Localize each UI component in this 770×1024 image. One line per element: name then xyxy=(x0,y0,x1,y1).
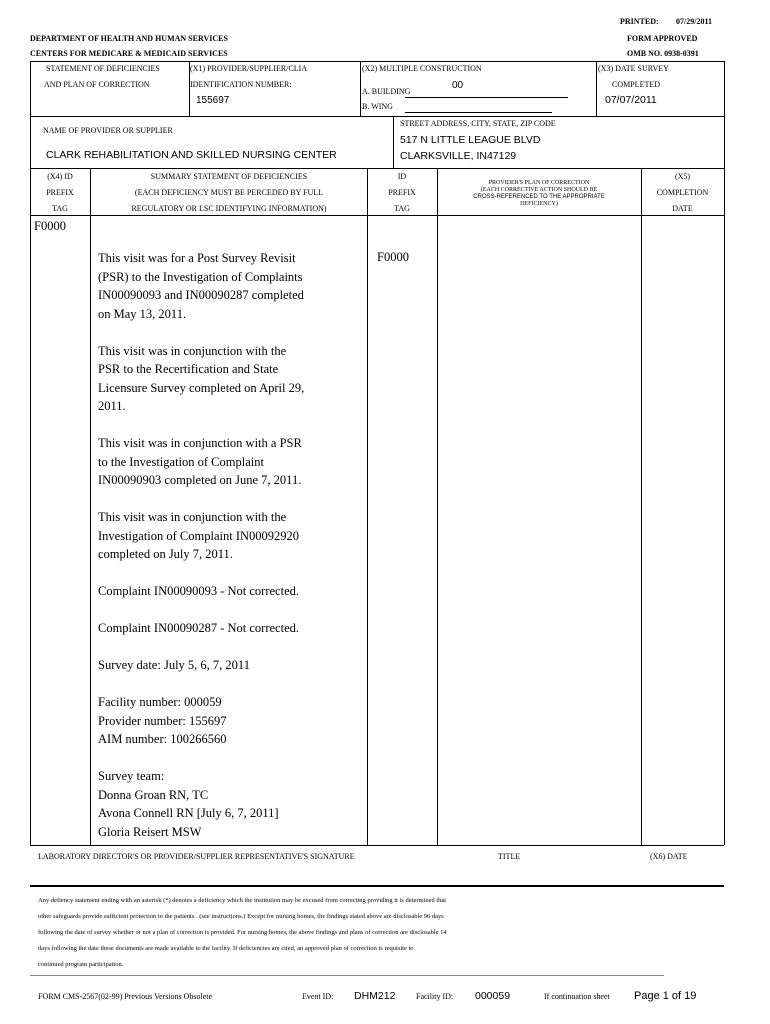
id-header-2: PREFIX xyxy=(388,188,416,197)
x5-header-3: DATE xyxy=(672,204,693,213)
disclaimer-line-5: continued program participation. xyxy=(38,961,124,968)
form-number: FORM CMS-2567(02-99) Previous Versions Obsolete xyxy=(38,992,213,1001)
summary-line: IN00090093 and IN00090287 completed xyxy=(98,288,304,302)
deficiency-summary-text xyxy=(98,249,366,860)
summary-line: This visit was in conjunction with the xyxy=(98,343,287,358)
summary-paragraph xyxy=(98,508,366,564)
provider-name-label: NAME OF PROVIDER OR SUPPLIER xyxy=(43,126,173,135)
summary-line: PSR to the Recertification and State xyxy=(98,362,279,376)
summary-line: Complaint IN00090287 - Not corrected. xyxy=(98,621,299,635)
summary-paragraph xyxy=(98,619,366,638)
printed-label: PRINTED: xyxy=(620,17,659,26)
address-line-1: 517 N LITTLE LEAGUE BLVD xyxy=(400,134,541,146)
building-label: A. BUILDING xyxy=(362,87,411,96)
statement-label-2: AND PLAN OF CORRECTION xyxy=(44,80,150,89)
disclaimer-line-1: Any defiency statement ending with an asterisk (*) denotes a deficiency which the institution may be excused from correcting providing it is determined that xyxy=(38,897,447,904)
event-id-label: Event ID: xyxy=(302,992,334,1001)
x4-header-3: TAG xyxy=(52,204,68,213)
summary-line: This visit was in conjunction with the xyxy=(98,510,287,524)
summary-header-3: REGULATORY OR LSC IDENTIFYING INFORMATION) xyxy=(131,204,327,213)
plan-header-3: CROSS-REFERENCED TO THE APPROPRIATE xyxy=(473,194,605,200)
summary-line: 2011. xyxy=(98,399,126,413)
x3-label-1: (X3) DATE SURVEY xyxy=(598,64,669,73)
summary-line: Avona Connell RN [July 6, 7, 2011] xyxy=(98,806,279,820)
omb-number: OMB NO. 0938-0391 xyxy=(627,49,699,58)
summary-paragraph xyxy=(98,249,366,323)
disclaimer-line-2: other safeguards provide sufficient protection to the patients . (see instructions.) Except for nursing homes, the findings stated above are disclosable 90 days xyxy=(38,913,444,920)
facility-id-label: Facility ID: xyxy=(416,992,454,1001)
summary-line: on May 13, 2011. xyxy=(98,306,187,321)
summary-line: completed on July 7, 2011. xyxy=(98,547,233,561)
summary-line: Investigation of Complaint IN00092920 xyxy=(98,528,300,543)
x1-label-1: (X1) PROVIDER/SUPPLIER/CLIA xyxy=(190,64,308,73)
x5-header-2: COMPLETION xyxy=(656,188,709,197)
summary-line: Survey date: July 5, 6, 7, 2011 xyxy=(98,658,250,672)
summary-paragraph xyxy=(98,342,366,416)
x2-label: (X2) MULTIPLE CONSTRUCTION xyxy=(362,64,482,73)
summary-line: This visit was for a Post Survey Revisit xyxy=(98,251,296,265)
department-name: DEPARTMENT OF HEALTH AND HUMAN SERVICES xyxy=(30,34,228,43)
plan-header-2: (EACH CORRECTIVE ACTION SHOULD BE xyxy=(480,187,598,193)
summary-line: to the Investigation of Complaint xyxy=(98,454,264,469)
x4-header-2: PREFIX xyxy=(46,188,74,197)
summary-paragraph xyxy=(98,582,366,601)
x6-date-label: (X6) DATE xyxy=(650,852,688,861)
summary-paragraph xyxy=(98,767,366,841)
building-value: 00 xyxy=(452,80,464,91)
id-header-1: ID xyxy=(397,172,407,181)
signature-label: LABORATORY DIRECTOR'S OR PROVIDER/SUPPLIER REPRESENTATIVE'S SIGNATURE xyxy=(38,852,355,861)
address-label: STREET ADDRESS, CITY, STATE, ZIP CODE xyxy=(400,119,556,128)
centers-name: CENTERS FOR MEDICARE & MEDICAID SERVICES xyxy=(30,49,228,58)
x1-label-2: IDENTIFICATION NUMBER: xyxy=(190,80,292,89)
facility-id-value: 000059 xyxy=(475,990,511,1002)
summary-paragraph xyxy=(98,693,366,749)
x5-header-1: (X5) xyxy=(674,172,691,181)
form-approved: FORM APPROVED xyxy=(627,34,698,43)
summary-paragraph xyxy=(98,656,366,675)
printed-date: 07/29/2011 xyxy=(676,17,713,26)
disclaimer-line-4: days following the date these documents are made available to the facility. If deficiencies are cited, an approved plan of correction is requisite to xyxy=(38,945,414,952)
address-line-2: CLARKSVILLE, IN47129 xyxy=(400,150,517,162)
x4-header-1: (X4) ID xyxy=(47,172,73,181)
summary-paragraph xyxy=(98,434,366,490)
summary-line: Provider number: 155697 xyxy=(98,713,227,728)
right-prefix-tag: F0000 xyxy=(377,250,409,264)
summary-line: Gloria Reisert MSW xyxy=(98,824,202,839)
summary-line: Donna Groan RN, TC xyxy=(98,787,209,802)
continuation-label: If continuation sheet xyxy=(544,992,610,1001)
page-number: Page 1 of 19 xyxy=(634,990,697,1002)
survey-date-value: 07/07/2011 xyxy=(605,94,657,106)
left-prefix-tag: F0000 xyxy=(34,219,66,233)
x1-id-value: 155697 xyxy=(196,95,230,106)
event-id-value: DHM212 xyxy=(354,990,396,1002)
summary-line: Survey team: xyxy=(98,769,165,783)
provider-name-value: CLARK REHABILITATION AND SKILLED NURSING CENTER xyxy=(46,149,337,161)
summary-line: IN00090903 completed on June 7, 2011. xyxy=(98,473,302,487)
x3-label-2: COMPLETED xyxy=(612,80,660,89)
statement-label-1: STATEMENT OF DEFICIENCIES xyxy=(46,64,160,73)
summary-header-2: (EACH DEFICIENCY MUST BE PERCEDED BY FULL xyxy=(134,188,324,197)
summary-line: Licensure Survey completed on April 29, xyxy=(98,380,305,395)
summary-line: This visit was in conjunction with a PSR xyxy=(98,436,302,450)
summary-line: AIM number: 100266560 xyxy=(98,732,227,746)
disclaimer-line-3: following the date of survey whether or not a plan of correction is provided. For nursing homes, the above findings and plans of correction are disclosable 14 xyxy=(38,929,447,936)
title-label: TITLE xyxy=(498,852,521,861)
plan-header-1: PROVIDER'S PLAN OF CORRECTION xyxy=(488,180,590,186)
wing-label: B. WING xyxy=(362,102,393,111)
summary-line: (PSR) to the Investigation of Complaints xyxy=(98,269,303,284)
summary-header-1: SUMMARY STATEMENT OF DEFICIENCIES xyxy=(150,172,308,181)
id-header-3: TAG xyxy=(394,204,410,213)
plan-header-4: DEFICIENCY) xyxy=(520,201,558,207)
summary-line: Facility number: 000059 xyxy=(98,695,222,709)
summary-line: Complaint IN00090093 - Not corrected. xyxy=(98,584,299,598)
